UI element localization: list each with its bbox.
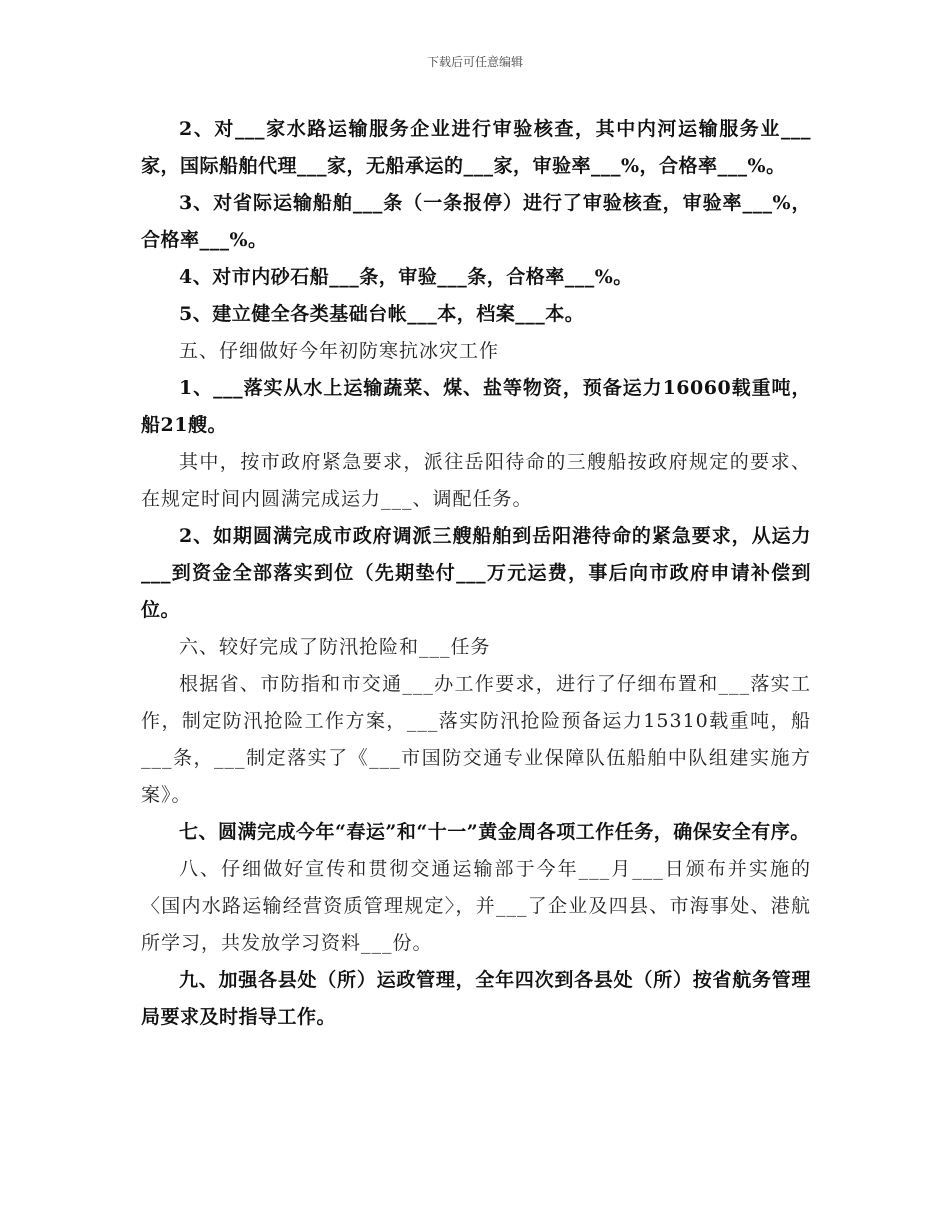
paragraph-interprovincial-ships: 3、对省际运输船舶___条（一条报停）进行了审验核查，审验率___%，合格率___%。 (141, 192, 811, 251)
paragraph-audit-service-enterprises: 2、对___家水路运输服务企业进行审验核查，其中内河运输服务业___家，国际船舶代理___家，无船承运的___家，审验率___%，合格率___%。 (141, 118, 811, 177)
page-header: 下载后可任意编辑 (426, 55, 523, 69)
section-heading-9: 九、加强各县处（所）运政管理，全年四次到各县处（所）按省航务管理局要求及时指导工作。 (141, 969, 811, 1028)
paragraph-sand-ships: 4、对市内砂石船___条，审验___条，合格率___%。 (179, 266, 633, 288)
paragraph-flood-control: 根据省、市防指和市交通___办工作要求，进行了仔细布置和___落实工作，制定防汛抢险工作方案，___落实防汛抢险预备运力15310载重吨，船___条，___制定落实了《___市国防交通专业保障队伍船舶中队组建实施方案》。 (141, 673, 811, 806)
paragraph-transport-supplies: 1、___落实从水上运输蔬菜、煤、盐等物资，预备运力16060载重吨，船21艘。 (141, 377, 811, 436)
paragraph-ledgers: 5、建立健全各类基础台帐___本，档案___本。 (179, 303, 585, 325)
section-heading-8: 八、仔细做好宣传和贯彻交通运输部于今年___月___日颁布并实施的〈国内水路运输经营资质管理规定〉，并___了企业及四县、市海事处、港航所学习，共发放学习资料___份。 (141, 858, 811, 954)
document-body (141, 111, 811, 1036)
section-heading-6: 六、较好完成了防汛抢险和___任务 (179, 636, 491, 658)
section-heading-5: 五、仔细做好今年初防寒抗冰灾工作 (179, 340, 500, 362)
paragraph-emergency-dispatch: 2、如期圆满完成市政府调派三艘船舶到岳阳港待命的紧急要求，从运力___到资金全部落实到位（先期垫付___万元运费，事后向市政府申请补偿到位。 (141, 525, 811, 621)
paragraph-yueyang-dispatch: 其中，按市政府紧急要求，派往岳阳待命的三艘船按政府规定的要求、在规定时间内圆满完成运力___、调配任务。 (141, 451, 811, 510)
section-heading-7: 七、圆满完成今年“春运”和“十一”黄金周各项工作任务，确保安全有序。 (179, 821, 810, 843)
